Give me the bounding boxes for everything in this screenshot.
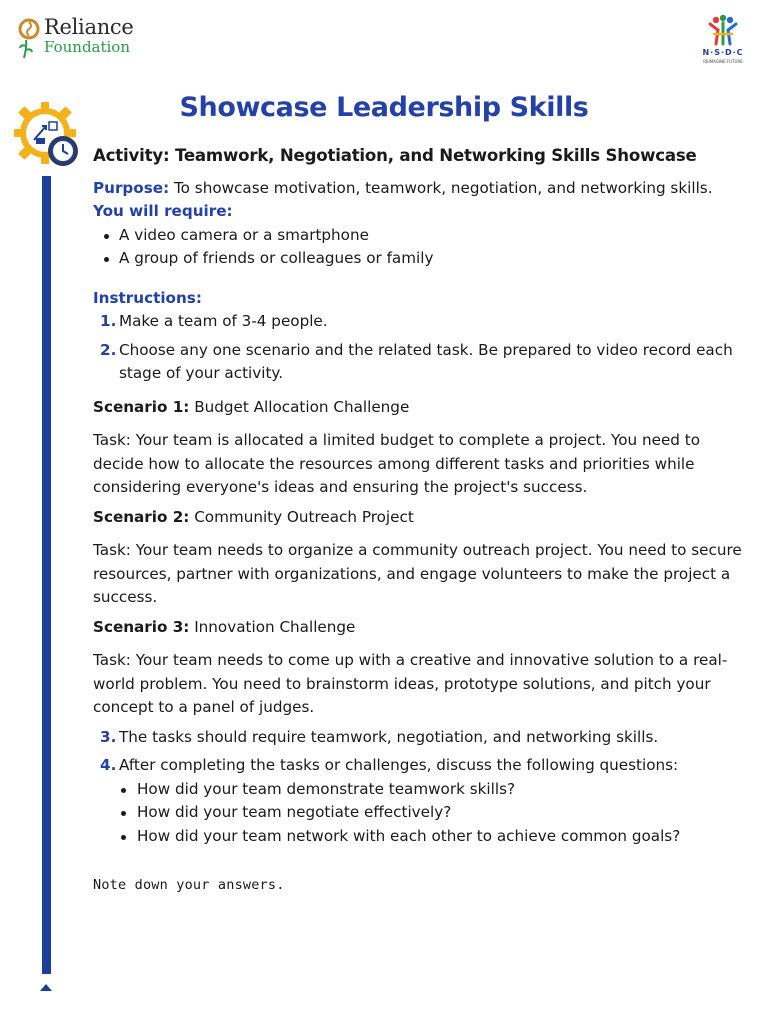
scenario-name: Budget Allocation Challenge bbox=[194, 397, 410, 416]
scenario-3 bbox=[93, 616, 743, 720]
step-text: After completing the tasks or challenges, discuss the following questions: bbox=[119, 756, 679, 774]
instruction-step bbox=[93, 726, 743, 750]
nsdc-tagline: REIMAGINE FUTURE bbox=[703, 59, 743, 64]
step-number: 3. bbox=[100, 727, 117, 746]
scenario-1 bbox=[93, 396, 743, 500]
nsdc-logo bbox=[696, 14, 750, 68]
scenario-label: Scenario 2: bbox=[93, 507, 190, 526]
step-text: The tasks should require teamwork, negotiation, and networking skills. bbox=[119, 727, 659, 746]
scenario-name: Innovation Challenge bbox=[194, 617, 356, 636]
scenario-task: Task: Your team is allocated a limited budget to complete a project. You need to decide how to allocate the resources among different tasks and priorities while considering everyone's ideas and ensuring the project's success. bbox=[93, 431, 701, 496]
step-text: Choose any one scenario and the related task. Be prepared to video record each stage of your activity. bbox=[119, 340, 733, 382]
scenario-2 bbox=[93, 506, 743, 610]
reliance-logo-icon bbox=[18, 16, 40, 60]
purpose-text: To showcase motivation, teamwork, negotiation, and networking skills. bbox=[173, 178, 713, 197]
reliance-foundation-logo bbox=[18, 16, 134, 60]
step-number: 4. bbox=[100, 756, 117, 774]
scenario-name: Community Outreach Project bbox=[194, 507, 414, 526]
question-list bbox=[93, 778, 743, 849]
nsdc-logo-icon bbox=[696, 14, 750, 48]
step-text: Make a team of 3-4 people. bbox=[119, 312, 328, 330]
note-text: Note down your answers. bbox=[93, 877, 285, 893]
list-item: How did your team network with each other to achieve common goals? bbox=[93, 825, 743, 849]
require-label: You will require: bbox=[93, 202, 233, 220]
purpose-line bbox=[93, 177, 743, 201]
worksheet-content bbox=[93, 144, 743, 898]
instruction-step bbox=[93, 754, 743, 778]
purpose-label: Purpose: bbox=[93, 178, 170, 197]
activity-heading: Activity: Teamwork, Negotiation, and Networking Skills Showcase bbox=[93, 146, 697, 165]
scenario-label: Scenario 3: bbox=[93, 617, 190, 636]
instructions-label: Instructions: bbox=[93, 288, 202, 307]
step-number: 2. bbox=[100, 340, 117, 359]
side-accent-bar bbox=[42, 176, 51, 974]
foundation-wordmark: Foundation bbox=[44, 38, 131, 56]
reliance-wordmark: Reliance bbox=[44, 15, 134, 39]
scenario-label: Scenario 1: bbox=[93, 397, 190, 416]
step-number: 1. bbox=[100, 312, 117, 330]
page-title: Showcase Leadership Skills bbox=[179, 92, 589, 123]
instruction-step bbox=[93, 310, 743, 334]
scenario-task: Task: Your team needs to organize a community outreach project. You need to secure resources, partner with organizations, and engage volunteers to make the project a success. bbox=[93, 541, 742, 606]
require-list bbox=[93, 224, 743, 271]
list-item: A video camera or a smartphone bbox=[93, 224, 743, 248]
list-item: A group of friends or colleagues or family bbox=[93, 247, 743, 271]
list-item: How did your team negotiate effectively? bbox=[93, 801, 743, 825]
side-accent-arrow-icon bbox=[40, 984, 52, 991]
list-item: How did your team demonstrate teamwork skills? bbox=[93, 778, 743, 802]
instruction-step bbox=[93, 339, 743, 386]
nsdc-wordmark: N·S·D·C bbox=[702, 48, 744, 57]
scenario-task: Task: Your team needs to come up with a creative and innovative solution to a real-world problem. You need to brainstorm ideas, prototype solutions, and pitch your concept to a panel of judges. bbox=[93, 651, 728, 716]
